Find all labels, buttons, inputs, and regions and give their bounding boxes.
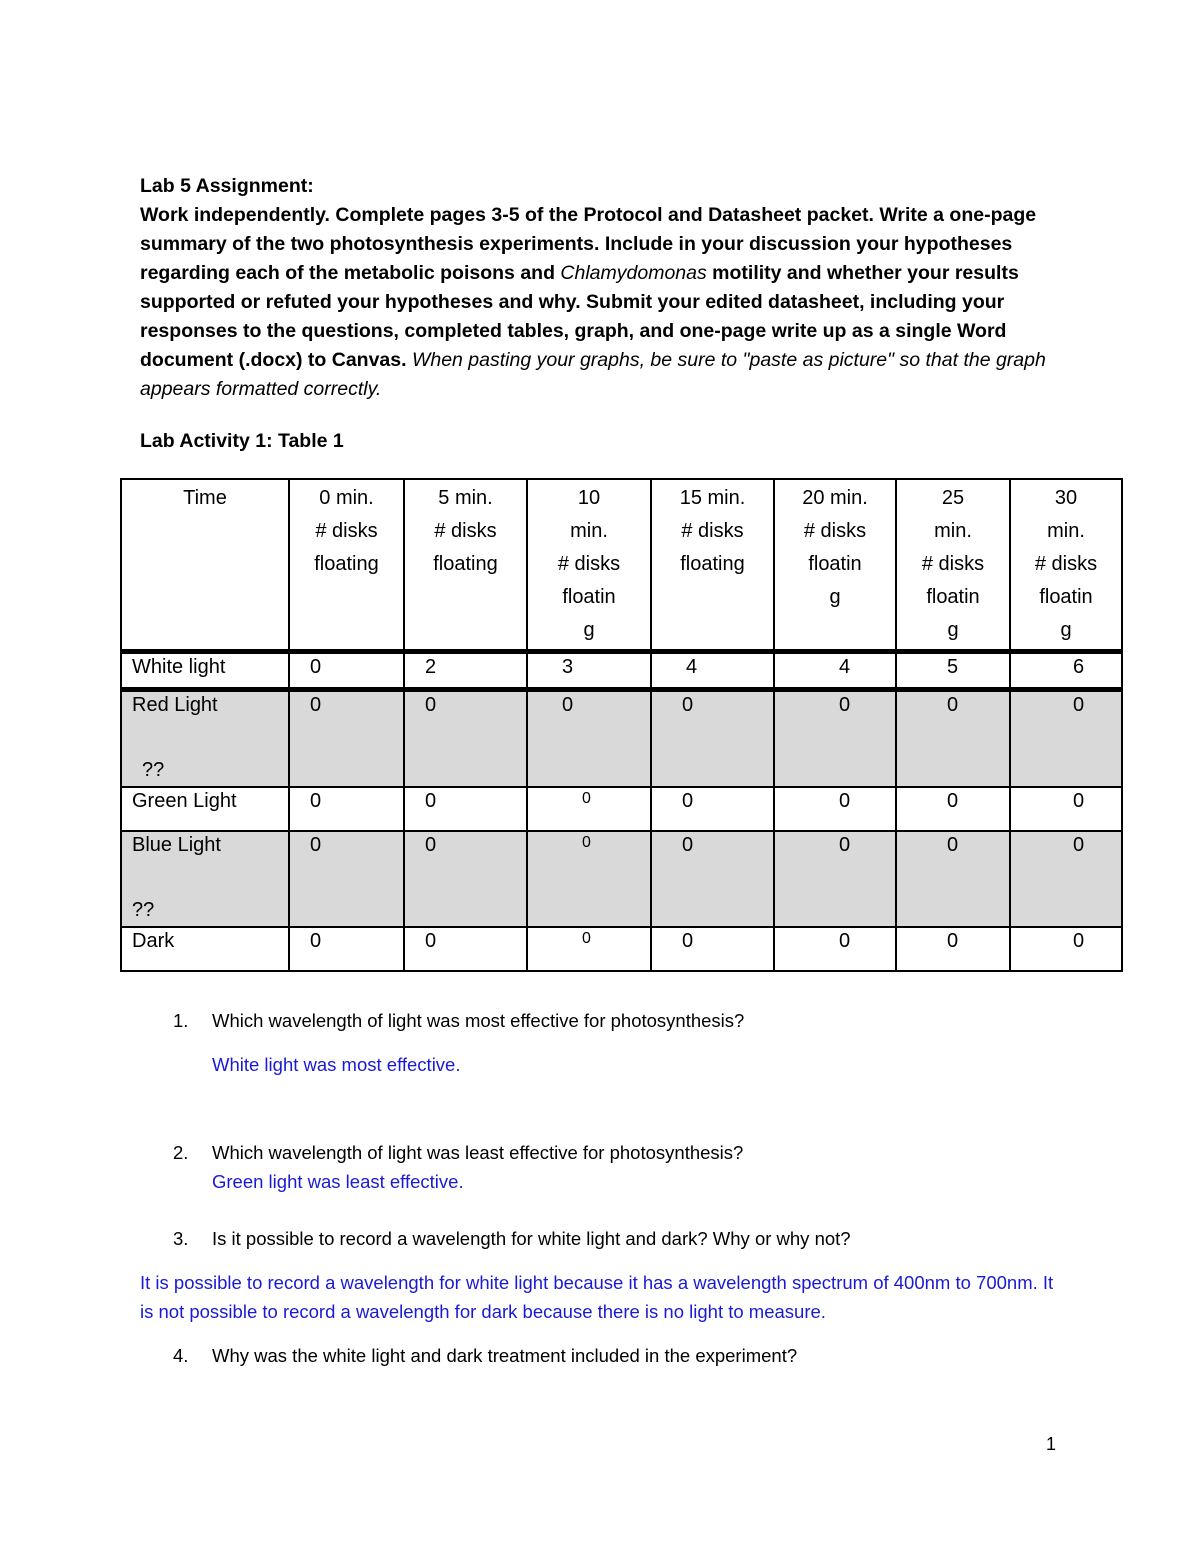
paste-note: When pasting your graphs, be sure to "paste as picture" so that the graph appears formatted correctly.	[140, 349, 1046, 400]
table-cell: 0	[527, 927, 651, 971]
question-text: Is it possible to record a wavelength for white light and dark? Why or why not?	[212, 1228, 851, 1249]
table-cell: 0	[774, 787, 896, 831]
results-table	[120, 478, 1123, 972]
table-cell: 0	[289, 927, 404, 971]
table-cell: 0	[651, 690, 774, 788]
table-cell: 0	[527, 831, 651, 927]
question-number: 4.	[173, 1345, 189, 1366]
row-label: Red Light	[132, 694, 218, 716]
question-number: 2.	[173, 1142, 189, 1163]
header-cell-time: Time	[121, 479, 289, 652]
table-cell: 0	[1010, 927, 1122, 971]
question-text: Which wavelength of light was most effective for photosynthesis?	[212, 1010, 745, 1031]
table-cell: 0	[289, 787, 404, 831]
row-label: Green Light	[121, 787, 289, 831]
header-cell-0min: 0 min. # disks floating	[289, 479, 404, 652]
table-cell: 0	[527, 690, 651, 788]
table-cell: 0	[404, 787, 527, 831]
answer-2: Green light was least effective.	[212, 1171, 464, 1192]
table-cell: 0	[896, 787, 1010, 831]
species-name: Chlamydomonas	[560, 262, 707, 284]
table-cell: 0	[774, 927, 896, 971]
table-cell: 0	[774, 831, 896, 927]
table-cell: 4	[651, 652, 774, 690]
activity-title: Lab Activity 1: Table 1	[140, 430, 344, 452]
table-cell: 0	[896, 927, 1010, 971]
assignment-text-part2: motility and whether your results supported or refuted your hypotheses and why. Submit your edited datasheet, including your responses to the questions, completed tables, graph, and one-page write up as a single Word document (.docx) to Canvas.	[140, 262, 1019, 371]
table-cell: 0	[289, 831, 404, 927]
table-cell: 0	[527, 787, 651, 831]
assignment-text-part1: Work independently. Complete pages 3-5 of the Protocol and Datasheet packet. Write a one-page summary of the two photosynthesis experiments. Include in your discussion your hypotheses regarding each of the metabolic poisons and	[140, 204, 1037, 284]
table-cell: 0	[404, 831, 527, 927]
table-cell: 6	[1010, 652, 1122, 690]
table-cell: 0	[651, 927, 774, 971]
header-cell-20min: 20 min. # disks floatin g	[774, 479, 896, 652]
table-cell: 0	[1010, 787, 1122, 831]
table-cell: 2	[404, 652, 527, 690]
answer-3: It is possible to record a wavelength for white light because it has a wavelength spectrum of 400nm to 700nm. It is not possible to record a wavelength for dark because there is no light to measure.	[140, 1272, 1054, 1322]
assignment-heading: Lab 5 Assignment:	[140, 175, 314, 197]
table-row-white-light	[121, 652, 1122, 690]
header-cell-25min: 25 min. # disks floatin g	[896, 479, 1010, 652]
header-cell-10min: 10 min. # disks floatin g	[527, 479, 651, 652]
assignment-block	[140, 172, 1060, 404]
header-cell-5min: 5 min. # disks floating	[404, 479, 527, 652]
question-text: Why was the white light and dark treatment included in the experiment?	[212, 1345, 798, 1366]
table-row-red-light	[121, 690, 1122, 788]
table-cell: 0	[289, 690, 404, 788]
table-cell: 0	[774, 690, 896, 788]
table-cell: 0	[289, 652, 404, 690]
question-text: Which wavelength of light was least effective for photosynthesis?	[212, 1142, 744, 1163]
table-cell: 0	[896, 690, 1010, 788]
table-cell: 0	[1010, 831, 1122, 927]
row-label: Dark	[121, 927, 289, 971]
row-label-cell	[121, 690, 289, 788]
question-number: 1.	[173, 1010, 189, 1031]
row-label: White light	[121, 652, 289, 690]
table-cell: 3	[527, 652, 651, 690]
row-label: Blue Light	[132, 834, 221, 856]
header-cell-30min: 30 min. # disks floatin g	[1010, 479, 1122, 652]
row-label-cell	[121, 831, 289, 927]
table-row-green-light	[121, 787, 1122, 831]
header-cell-15min: 15 min. # disks floating	[651, 479, 774, 652]
table-cell: 5	[896, 652, 1010, 690]
question-number: 3.	[173, 1228, 189, 1249]
table-header-row	[121, 479, 1122, 652]
table-cell: 0	[404, 690, 527, 788]
row-note: ??	[132, 899, 155, 921]
row-note: ??	[142, 759, 165, 781]
table-cell: 0	[896, 831, 1010, 927]
table-cell: 0	[1010, 690, 1122, 788]
page-number: 1	[1046, 1434, 1057, 1454]
table-cell: 0	[404, 927, 527, 971]
table-cell: 4	[774, 652, 896, 690]
table-cell: 0	[651, 787, 774, 831]
table-cell: 0	[651, 831, 774, 927]
table-row-blue-light	[121, 831, 1122, 927]
answer-1: White light was most effective.	[212, 1054, 461, 1075]
table-row-dark	[121, 927, 1122, 971]
